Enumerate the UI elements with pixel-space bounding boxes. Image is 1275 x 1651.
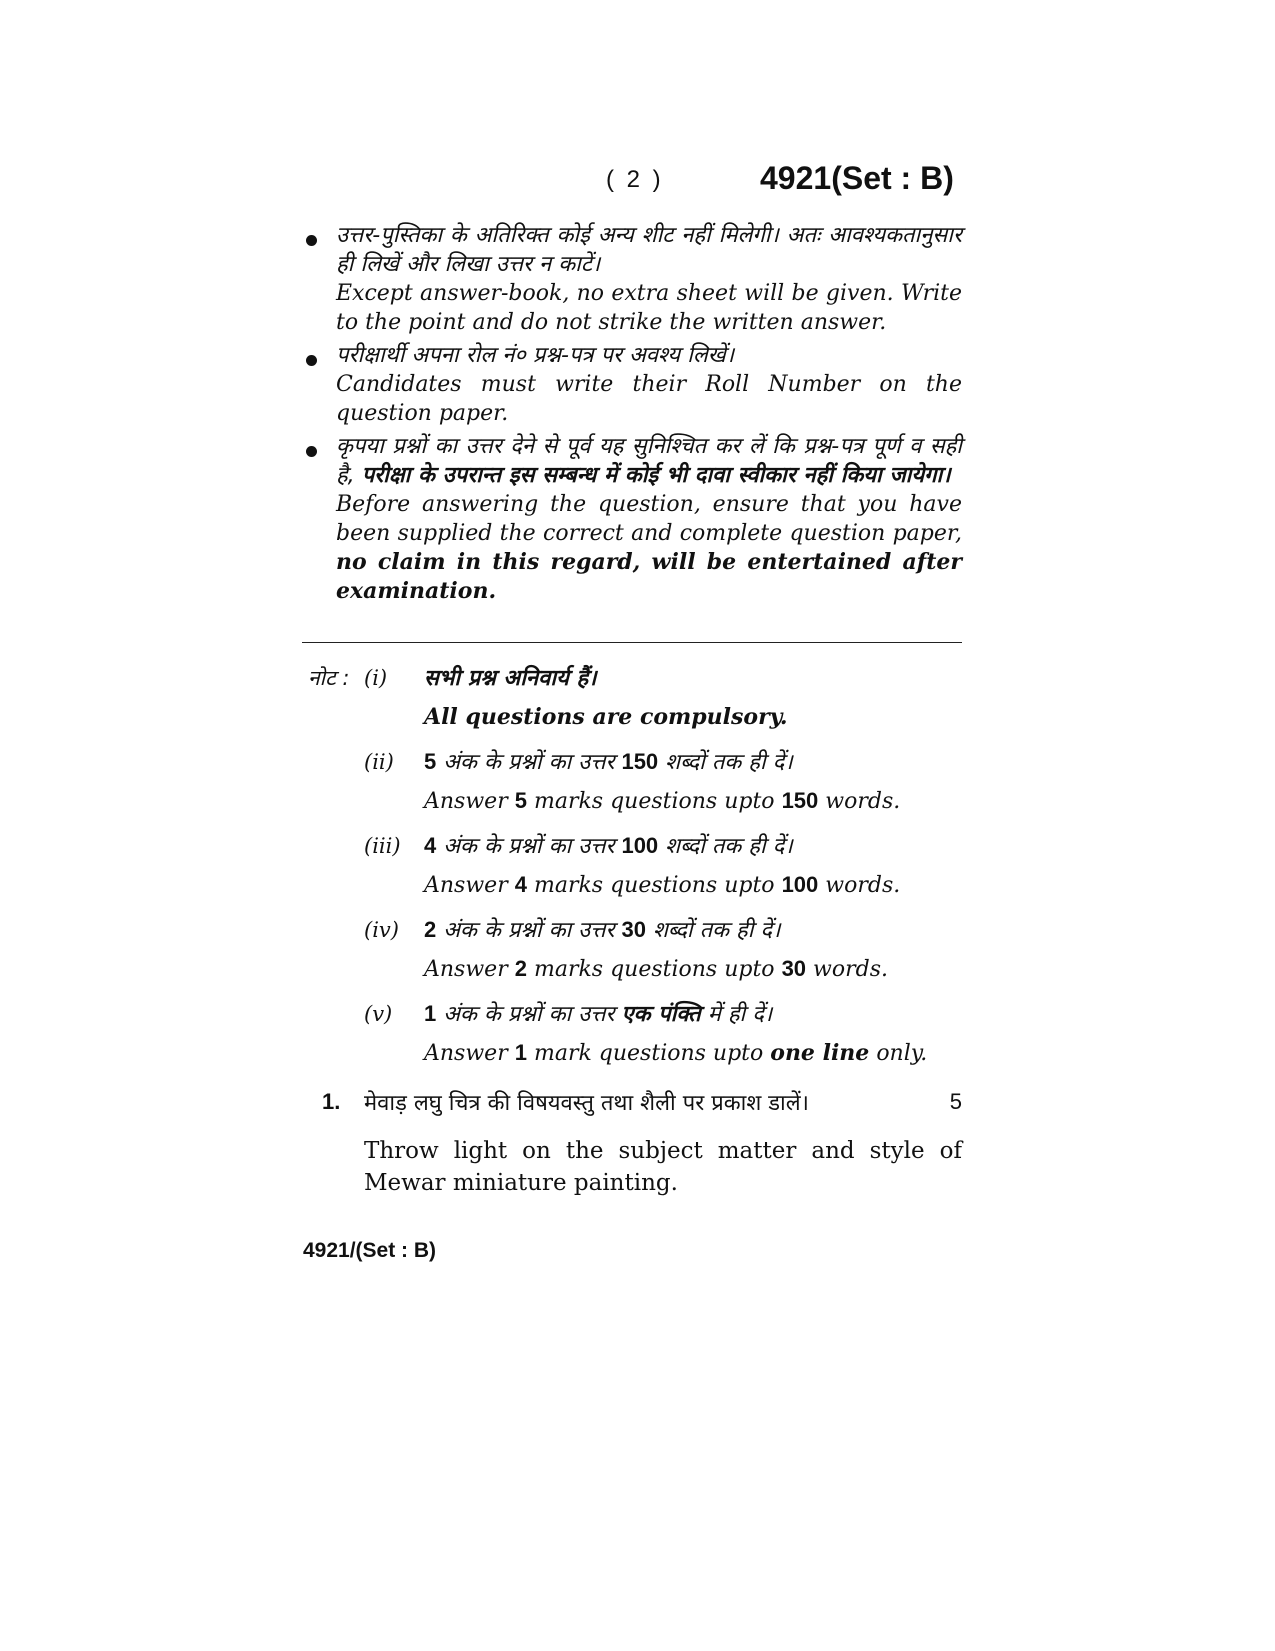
instruction-english-plain: Before answering the question, ensure that you have been supplied the correct and complete question paper, bbox=[336, 492, 962, 546]
note-hindi-mid: अंक के प्रश्नों का उत्तर bbox=[443, 750, 615, 775]
note-hindi-bold: एक पंक्ति bbox=[621, 1002, 701, 1027]
note-hindi-end: शब्दों तक ही दें। bbox=[652, 918, 781, 943]
note-hindi bbox=[424, 830, 793, 860]
question-marks: 5 bbox=[949, 1089, 962, 1114]
instruction-english: Candidates must write their Roll Number on the question paper. bbox=[336, 372, 962, 426]
note-en-a: Answer bbox=[424, 957, 508, 982]
instruction-item bbox=[302, 432, 962, 606]
marks-value: 4 bbox=[514, 872, 527, 897]
note-hindi: सभी प्रश्न अनिवार्य हैं। bbox=[424, 666, 597, 691]
note-en-c: words. bbox=[813, 957, 889, 982]
note-english: All questions are compulsory. bbox=[424, 704, 788, 730]
note-item-number: (iii) bbox=[364, 834, 401, 858]
note-english bbox=[424, 956, 888, 982]
note-en-b: marks questions upto bbox=[533, 957, 775, 982]
question-english: Throw light on the subject matter and style of Mewar miniature painting. bbox=[364, 1138, 962, 1196]
note-hindi-mid: अंक के प्रश्नों का उत्तर bbox=[443, 1002, 615, 1027]
instruction-hindi-bold: परीक्षा के उपरान्त इस सम्बन्ध में कोई भी दावा स्वीकार नहीं किया जायेगा। bbox=[361, 463, 951, 488]
instruction-item bbox=[302, 341, 962, 428]
note-row bbox=[308, 1038, 968, 1080]
note-row bbox=[308, 954, 968, 996]
note-hindi-mid: अंक के प्रश्नों का उत्तर bbox=[443, 834, 615, 859]
note-hindi bbox=[424, 914, 780, 944]
words-value: 150 bbox=[781, 788, 819, 813]
note-hindi-end: शब्दों तक ही दें। bbox=[665, 834, 793, 859]
note-item-number: (i) bbox=[364, 666, 388, 690]
note-row bbox=[308, 702, 968, 744]
instruction-english bbox=[336, 490, 962, 606]
note-english bbox=[424, 1040, 927, 1066]
divider-line bbox=[302, 642, 962, 643]
note-en-c: words. bbox=[825, 873, 901, 898]
bullet-icon bbox=[306, 355, 317, 366]
bullet-icon bbox=[306, 446, 317, 457]
note-hindi-end: शब्दों तक ही दें। bbox=[665, 750, 793, 775]
note-hindi bbox=[424, 746, 793, 776]
note-row bbox=[308, 996, 968, 1038]
marks-value: 1 bbox=[424, 1001, 437, 1026]
note-label: नोट : bbox=[308, 666, 350, 690]
note-section bbox=[308, 660, 968, 1080]
note-row bbox=[308, 660, 968, 702]
instruction-hindi: परीक्षार्थी अपना रोल नं० प्रश्न-पत्र पर अवश्य लिखें। bbox=[336, 343, 735, 368]
note-row bbox=[308, 744, 968, 786]
instruction-hindi: उत्तर-पुस्तिका के अतिरिक्त कोई अन्य शीट नहीं मिलेगी। अतः आवश्यकतानुसार ही लिखें और लिखा उत्तर न काटें। bbox=[336, 223, 962, 277]
instruction-hindi bbox=[336, 432, 962, 490]
note-item-number: (iv) bbox=[364, 918, 399, 942]
note-row bbox=[308, 912, 968, 954]
marks-value: 5 bbox=[424, 749, 437, 774]
words-value: 100 bbox=[621, 833, 659, 858]
paper-code-header: 4921(Set : B) bbox=[760, 160, 954, 196]
note-en-a: Answer bbox=[424, 873, 508, 898]
instruction-english-bold: no claim in this regard, will be entertained after examination. bbox=[336, 549, 962, 604]
note-en-b: marks questions upto bbox=[533, 873, 775, 898]
note-en-c: words. bbox=[825, 789, 901, 814]
instruction-english: Except answer-book, no extra sheet will be given. Write to the point and do not strike the written answer. bbox=[336, 281, 962, 335]
note-en-bold: one line bbox=[770, 1040, 870, 1066]
question-hindi: मेवाड़ लघु चित्र की विषयवस्तु तथा शैली पर प्रकाश डालें। bbox=[364, 1091, 810, 1116]
words-value: 30 bbox=[621, 917, 646, 942]
note-item-number: (v) bbox=[364, 1002, 393, 1026]
note-english bbox=[424, 788, 900, 814]
marks-value: 1 bbox=[514, 1040, 527, 1065]
note-row bbox=[308, 828, 968, 870]
note-hindi-end: में ही दें। bbox=[707, 1002, 773, 1027]
marks-value: 5 bbox=[514, 788, 527, 813]
marks-value: 2 bbox=[514, 956, 527, 981]
marks-value: 2 bbox=[424, 917, 437, 942]
words-value: 30 bbox=[781, 956, 807, 981]
bullet-icon bbox=[306, 235, 317, 246]
note-hindi-mid: अंक के प्रश्नों का उत्तर bbox=[443, 918, 615, 943]
instruction-item bbox=[302, 221, 962, 337]
instruction-hindi-plain: कृपया प्रश्नों का उत्तर देने से पूर्व यह सुनिश्चित कर लें कि प्रश्न-पत्र पूर्ण व सही है, bbox=[336, 434, 962, 488]
marks-value: 4 bbox=[424, 833, 437, 858]
note-row bbox=[308, 870, 968, 912]
note-en-a: Answer bbox=[424, 1041, 508, 1066]
note-row bbox=[308, 786, 968, 828]
page-number: ( 2 ) bbox=[606, 166, 664, 193]
note-en-b: marks questions upto bbox=[533, 789, 775, 814]
note-en-a: Answer bbox=[424, 789, 508, 814]
note-en-b: mark questions upto bbox=[533, 1041, 764, 1066]
note-hindi bbox=[424, 998, 772, 1028]
words-value: 100 bbox=[781, 872, 819, 897]
question-number: 1. bbox=[322, 1089, 341, 1114]
words-value: 150 bbox=[621, 749, 659, 774]
note-item-number: (ii) bbox=[364, 750, 394, 774]
instructions-list bbox=[302, 221, 962, 610]
note-en-c: only. bbox=[876, 1041, 928, 1066]
note-english bbox=[424, 872, 900, 898]
paper-code-footer: 4921/(Set : B) bbox=[303, 1239, 437, 1262]
